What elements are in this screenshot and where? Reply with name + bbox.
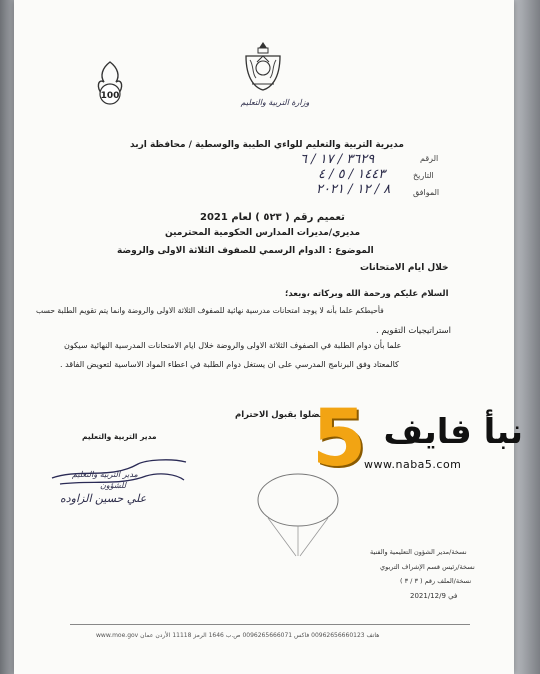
signature-title: مدير التربية والتعليم	[82, 432, 157, 441]
memo-subject-line2: خلال ايام الامتحانات	[360, 263, 449, 273]
body-p1-line2: استراتيجيات التقويم .	[376, 326, 452, 336]
ref-label: الرقم	[420, 154, 439, 163]
signature-name: علي حسين الزاوده	[60, 492, 147, 505]
watermark-url: www.naba5.com	[364, 458, 462, 471]
copy-date: في 2021/12/9	[410, 592, 458, 600]
corresponding-value: ٨ / ١٢ / ٢٠٢١	[316, 182, 391, 197]
body-p1-line1: فأحيطكم علما بأنه لا يوجد امتحانات مدرسية نهائية للصفوف الثلاثة الاولى والروضة وانما يتم تقويم الطلبة حسب	[36, 306, 384, 315]
date-value: ١٤٤٣ / ٥ / ٤	[318, 167, 386, 182]
copy-line3: نسخة/الملف رقم ( ٣ / ٣ )	[400, 577, 472, 585]
memo-recipients: مديري/مديرات المدارس الحكومية المحترمين	[165, 228, 361, 238]
coat-of-arms-icon	[240, 40, 286, 92]
memo-subject-line1: الموضوع : الدوام الرسمي للصفوف الثلاثة الاولى والروضة	[117, 246, 374, 256]
directorate-name: مديرية التربية والتعليم للواءي الطيبة والوسطية / محافظة اربد	[130, 140, 404, 150]
greeting: السلام عليكم ورحمة الله وبركاته ،وبعد؛	[285, 289, 449, 299]
scan-edge-right	[514, 0, 540, 674]
copy-line1: نسخة/مدير الشؤون التعليمية والفنية	[370, 548, 467, 556]
centenary-logo-icon	[90, 58, 130, 108]
memo-title: تعميم رقم ( ٥٢٣ ) لعام 2021	[200, 212, 345, 223]
footer-divider	[70, 624, 470, 625]
footer-contact: www.moe.gov هاتف 00962656660123 فاكس 0096265666071 ص.ب 1646 الرمز 11118 الأردن عمان	[96, 632, 380, 639]
ref-value: ٣٦٢٩ / ١٧ / ٦	[300, 152, 375, 167]
centenary-number: 100	[100, 91, 120, 101]
copy-line2: نسخة/رئيس قسم الإشراف التربوي	[380, 563, 475, 571]
signature-stamp-line2: للشؤون	[100, 481, 127, 490]
body-p2-line1: علما بأن دوام الطلبة في الصفوف الثلاثة الاولى والروضة خلال ايام الامتحانات المدرسية النهائية سيكون	[64, 341, 402, 350]
watermark-word: نبأ فايف	[383, 412, 523, 452]
scan-edge-left	[0, 0, 14, 674]
closing: وتفضلوا بقبول الاحترام	[235, 410, 335, 420]
signature-stamp-line1: مدير التربية والتعليم	[72, 470, 138, 479]
date-label: التاريخ	[413, 171, 434, 180]
watermark-digit: 5	[312, 394, 367, 484]
ministry-name: وزارة التربية والتعليم	[240, 98, 310, 107]
body-p2-line2: كالمعتاد وفق البرنامج المدرسي على ان يستغل دوام الطلبة في اعطاء المواد الاساسية لتعويض الفاقد .	[60, 360, 399, 369]
watermark-logo	[268, 394, 528, 490]
corresponding-label: الموافق	[413, 188, 440, 197]
